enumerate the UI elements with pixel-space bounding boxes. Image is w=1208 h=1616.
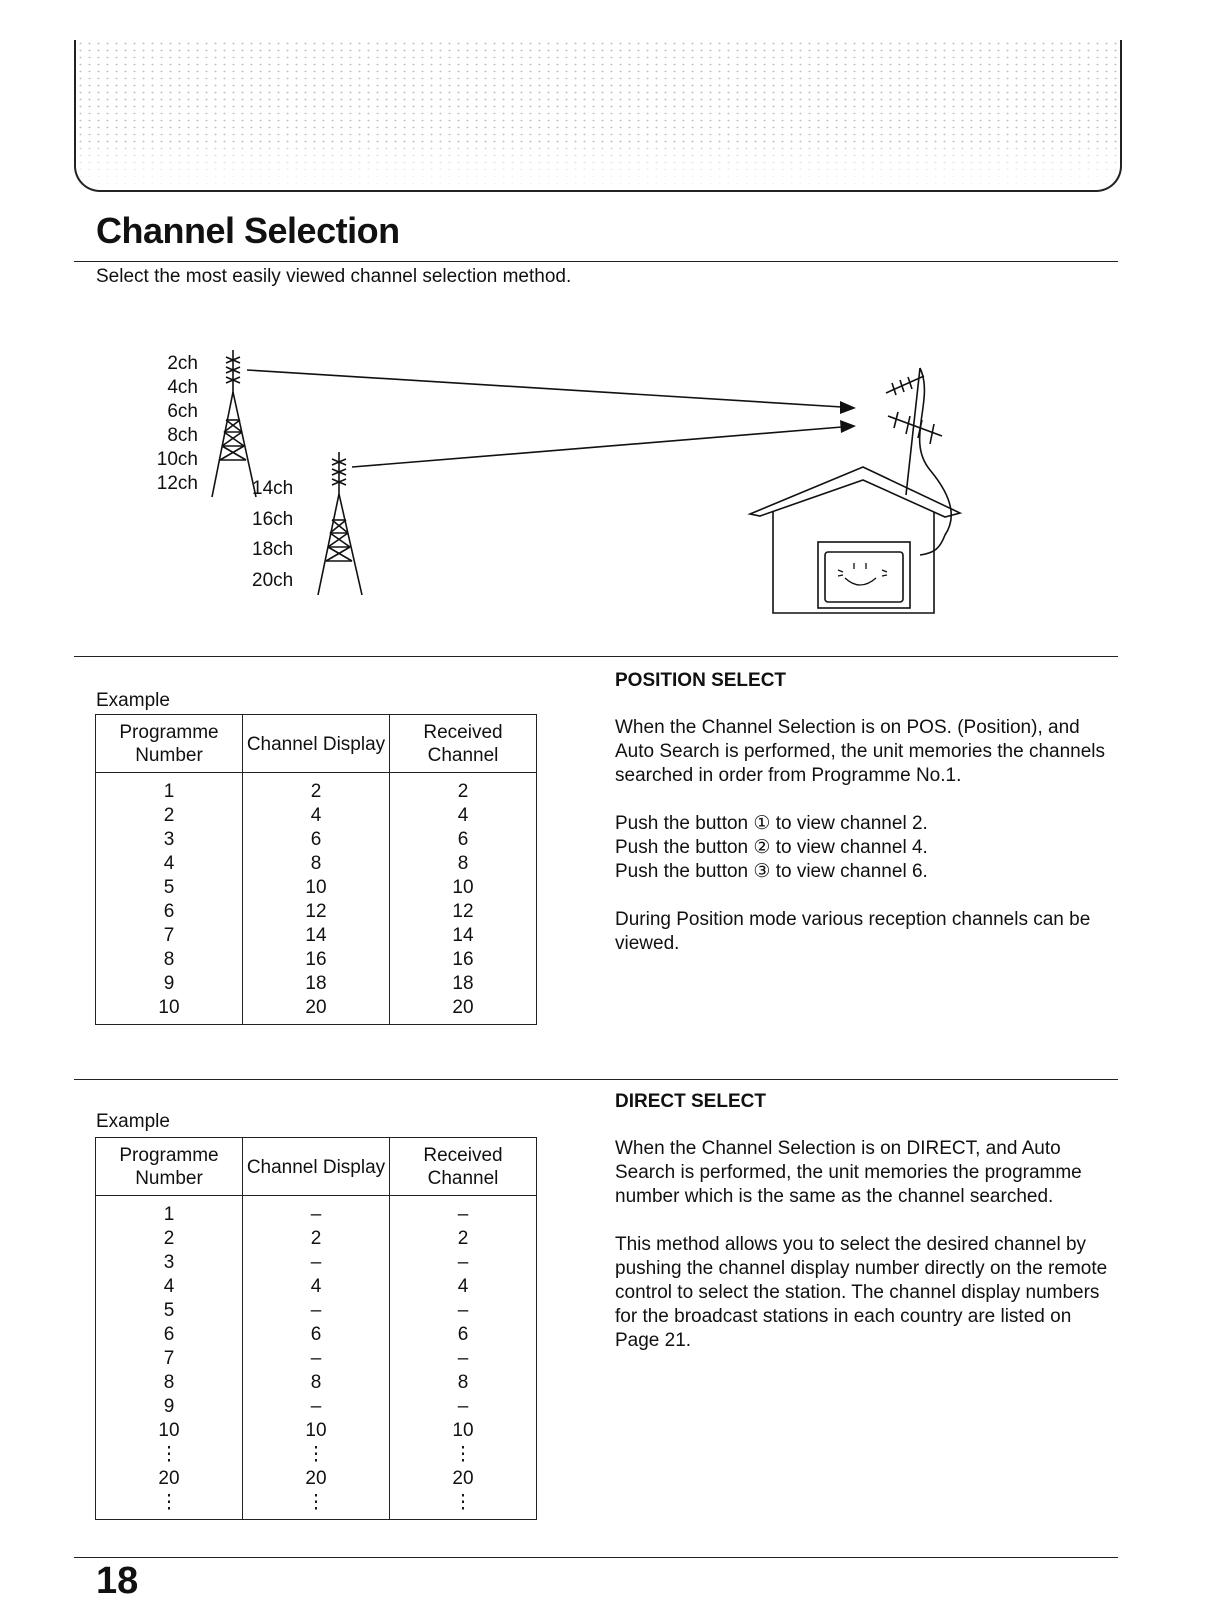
column-header: Programme Number (96, 1138, 243, 1196)
table-cell: ⋮ (243, 1443, 390, 1467)
table-cell: 9 (96, 1395, 243, 1419)
arrowhead-1 (840, 401, 856, 414)
channel-label: 12ch (156, 473, 198, 494)
table-row (96, 900, 537, 924)
section-rule-direct (74, 1079, 1118, 1080)
table-cell: 8 (96, 948, 243, 972)
header-decorative-box (74, 40, 1122, 192)
table-row (96, 1323, 537, 1347)
section-rule-position (74, 656, 1118, 657)
table-cell: ⋮ (96, 1491, 243, 1520)
column-header: Programme Number (96, 715, 243, 773)
table-row (96, 1467, 537, 1491)
table-row (96, 1419, 537, 1443)
table-cell: 5 (96, 1299, 243, 1323)
column-header: Received Channel (390, 1138, 537, 1196)
table-row (96, 972, 537, 996)
table-cell: ⋮ (243, 1491, 390, 1520)
table-cell: 3 (96, 1251, 243, 1275)
table-cell: 1 (96, 773, 243, 805)
channel-label: 16ch (252, 508, 294, 530)
table-cell: 2 (96, 804, 243, 828)
table-row (96, 828, 537, 852)
table-cell: 10 (390, 876, 537, 900)
transmitter-tower-1-icon (212, 350, 256, 497)
position-select-push-line: Push the button ③ to view channel 6. (615, 861, 928, 882)
broadcast-diagram (0, 330, 1208, 630)
table-cell: 10 (96, 1419, 243, 1443)
table-cell: 8 (390, 852, 537, 876)
table-cell: 4 (390, 804, 537, 828)
table-cell: 4 (390, 1275, 537, 1299)
table-cell: 4 (243, 1275, 390, 1299)
smiling-tv-icon (838, 563, 887, 585)
table-cell: 20 (243, 1467, 390, 1491)
table-row (96, 1251, 537, 1275)
table-row (96, 1227, 537, 1251)
table-cell: 14 (243, 924, 390, 948)
table-cell: 6 (96, 1323, 243, 1347)
table-cell: 14 (390, 924, 537, 948)
house-icon (750, 467, 960, 613)
table-cell: 2 (96, 1227, 243, 1251)
position-select-push-line: Push the button ② to view channel 4. (615, 837, 928, 858)
direct-select-description: When the Channel Selection is on DIRECT, and Auto Search is performed, the unit memories the programme number which is the same as the channel searched. (615, 1138, 1082, 1207)
channel-label: 8ch (167, 425, 198, 446)
table-row (96, 1371, 537, 1395)
position-select-heading: POSITION SELECT (615, 670, 787, 691)
table-cell: – (390, 1196, 537, 1228)
position-select-note: During Position mode various reception channels can be viewed. (615, 909, 1091, 954)
table-cell: – (390, 1251, 537, 1275)
table-cell: 2 (243, 773, 390, 805)
table-cell: 18 (390, 972, 537, 996)
direct-select-example-table (95, 1137, 537, 1520)
direct-select-heading: DIRECT SELECT (615, 1091, 766, 1112)
signal-line-2 (352, 427, 842, 467)
table-cell: 16 (390, 948, 537, 972)
table-cell: 20 (390, 996, 537, 1025)
table-cell: 12 (390, 900, 537, 924)
page-subtitle: Select the most easily viewed channel selection method. (96, 266, 572, 287)
column-header: Channel Display (243, 1138, 390, 1196)
table-cell: 6 (243, 1323, 390, 1347)
position-select-push-line: Push the button ① to view channel 2. (615, 813, 928, 834)
table-cell: 8 (243, 852, 390, 876)
table-cell: 10 (243, 1419, 390, 1443)
table-cell: 18 (243, 972, 390, 996)
table-cell: 10 (243, 876, 390, 900)
table-row (96, 1196, 537, 1228)
position-select-description: When the Channel Selection is on POS. (Position), and Auto Search is performed, the unit memories the channels searched in order from Programme No.1. (615, 717, 1106, 786)
table-cell: 7 (96, 924, 243, 948)
table-cell: 2 (390, 1227, 537, 1251)
table-cell: 8 (243, 1371, 390, 1395)
table-cell: – (390, 1299, 537, 1323)
table-cell: 4 (96, 1275, 243, 1299)
table-cell: 9 (96, 972, 243, 996)
channel-label: 14ch (252, 478, 294, 499)
table-cell: 12 (243, 900, 390, 924)
table-row (96, 924, 537, 948)
table-cell: 10 (390, 1419, 537, 1443)
position-select-example-table (95, 714, 537, 1025)
table-cell: 1 (96, 1196, 243, 1228)
table-cell: 6 (96, 900, 243, 924)
table-cell: 4 (243, 804, 390, 828)
table-row (96, 773, 537, 805)
channel-label: 4ch (167, 377, 198, 398)
table-row (96, 804, 537, 828)
table-cell: 2 (390, 773, 537, 805)
table-row (96, 996, 537, 1025)
table-cell: – (390, 1347, 537, 1371)
table-row (96, 948, 537, 972)
table-cell: 8 (390, 1371, 537, 1395)
channel-label: 6ch (167, 401, 198, 422)
example-label-direct: Example (96, 1111, 170, 1132)
table-cell: 16 (243, 948, 390, 972)
table-cell: 8 (96, 1371, 243, 1395)
table-row (96, 852, 537, 876)
table-row (96, 1443, 537, 1467)
table-cell: – (243, 1196, 390, 1228)
table-cell: 10 (96, 996, 243, 1025)
transmitter-tower-2-icon (318, 452, 362, 595)
table-row (96, 1491, 537, 1520)
column-header: Channel Display (243, 715, 390, 773)
table-cell: 2 (243, 1227, 390, 1251)
table-cell: 6 (243, 828, 390, 852)
table-cell: 20 (390, 1467, 537, 1491)
channel-label: 2ch (167, 353, 198, 374)
table-cell: ⋮ (390, 1491, 537, 1520)
page-number: 18 (96, 1560, 139, 1602)
table-cell: – (243, 1251, 390, 1275)
table-cell: ⋮ (96, 1443, 243, 1467)
table-cell: 6 (390, 828, 537, 852)
table-cell: 20 (243, 996, 390, 1025)
table-cell: – (243, 1299, 390, 1323)
table-row (96, 1275, 537, 1299)
channel-label: 10ch (156, 449, 198, 470)
table-cell: 3 (96, 828, 243, 852)
table-cell: ⋮ (390, 1443, 537, 1467)
footer-rule (74, 1557, 1118, 1558)
example-label-position: Example (96, 690, 170, 711)
table-cell: 7 (96, 1347, 243, 1371)
table-row (96, 1299, 537, 1323)
direct-select-remote-note: This method allows you to select the desired channel by pushing the channel display number directly on the remote control to select the station. The channel display numbers for the broadcast stations in each country are listed on Page 21. (615, 1234, 1108, 1351)
table-cell: 20 (96, 1467, 243, 1491)
channel-label: 18ch (252, 539, 294, 560)
column-header: Received Channel (390, 715, 537, 773)
channel-label: 20ch (252, 569, 294, 591)
table-cell: 5 (96, 876, 243, 900)
signal-line-1 (247, 370, 842, 407)
table-row (96, 1347, 537, 1371)
title-rule (74, 261, 1118, 262)
table-cell: – (243, 1347, 390, 1371)
page-title: Channel Selection (96, 210, 400, 251)
table-row (96, 876, 537, 900)
table-cell: 6 (390, 1323, 537, 1347)
table-cell: – (243, 1395, 390, 1419)
arrowhead-2 (840, 420, 856, 433)
table-cell: 4 (96, 852, 243, 876)
table-cell: – (390, 1395, 537, 1419)
rooftop-antenna-icon (886, 368, 951, 555)
table-row (96, 1395, 537, 1419)
